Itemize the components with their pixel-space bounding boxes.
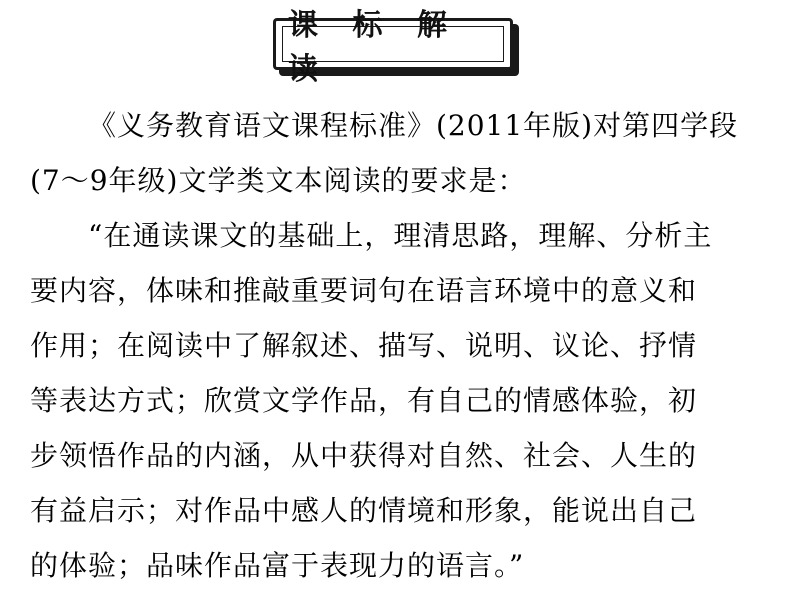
quote-line-1: “在通读课文的基础上，理清思路，理解、分析主 — [88, 219, 713, 252]
quote-line-2: 要内容，体味和推敲重要词句在语言环境中的意义和 — [30, 274, 698, 307]
reading-text — [30, 98, 770, 593]
quote-line-4: 等表达方式；欣赏文学作品，有自己的情感体验，初 — [30, 384, 698, 417]
quote-line-3: 作用；在阅读中了解叙述、描写、说明、议论、抒情 — [30, 329, 698, 362]
title-badge-frame — [273, 8, 513, 87]
quote-line-5: 步领悟作品的内涵，从中获得对自然、社会、人生的 — [30, 439, 698, 472]
section-title: 课 标 解 读 — [288, 8, 459, 87]
quote-line-6: 有益启示；对作品中感人的情境和形象，能说出自己 — [30, 494, 698, 527]
section-title-badge — [273, 8, 521, 87]
intro-line-1: 《义务教育语文课程标准》(2011年版)对第四学段 — [88, 109, 739, 142]
quote-line-7: 的体验；品味作品富于表现力的语言。” — [30, 549, 525, 582]
intro-line-2: (7～9年级)文学类文本阅读的要求是： — [30, 164, 527, 197]
